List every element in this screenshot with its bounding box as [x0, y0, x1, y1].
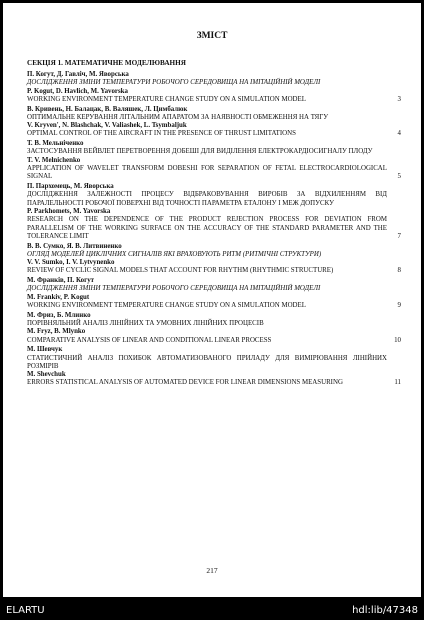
toc-entry	[27, 71, 401, 104]
entry-en-title: REVIEW OF CYCLIC SIGNAL MODELS THAT ACCOUNT FOR RHYTHM (RHYTHMIC STRUCTURE)	[27, 267, 334, 275]
handle-identifier: hdl:lib/47348	[352, 605, 418, 616]
entry-page-number: 3	[397, 95, 401, 103]
entry-en-title: WORKING ENVIRONMENT TEMPERATURE CHANGE STUDY ON A SIMULATION MODEL	[27, 301, 306, 309]
toc-entry	[27, 183, 401, 241]
entry-ua-title: ПОРІВНЯЛЬНИЙ АНАЛІЗ ЛІНІЙНИХ ТА УМОВНИХ ЛІНІЙНИХ ПРОЦЕСІВ	[27, 319, 264, 327]
page-number: 217	[206, 566, 218, 575]
entry-page-number: 8	[397, 267, 401, 275]
entry-ua-title: ОПТИМАЛЬНЕ КЕРУВАННЯ ЛІТАЛЬНИМ АПАРАТОМ ЗА НАЯВНОСТІ ОБМЕЖЕННЯ НА ТЯГУ	[27, 113, 329, 121]
entry-en-title: RESEARCH ON THE DEPENDENCE OF THE PRODUCT REJECTION PROCESS FOR DEVIATION FROM PARALLELISM OF THE WORKING SURFACE ON THE ACCURACY OF THE STANDARD PARAMETER AND THE TOLERANCE LIMIT	[27, 216, 387, 240]
entry-ua-title: ДОСЛІДЖЕННЯ ЗМІНИ ТЕМПЕРАТУРИ РОБОЧОГО СЕРЕДОВИЩА НА ІМІТАЦІЙНІЙ МОДЕЛІ	[27, 79, 321, 87]
entry-page-number: 10	[394, 336, 401, 344]
entry-ua-authors: П. Пархомець, М. Яворська	[27, 183, 114, 191]
entry-en-authors: P. Kogut, D. Havlich, M. Yavorska	[27, 87, 128, 95]
entry-en-authors: T. V. Melnichenko	[27, 156, 81, 164]
entry-page-number: 5	[397, 173, 401, 181]
entry-ua-authors: П. Когут, Д. Гавліч, М. Яворська	[27, 71, 129, 78]
entry-ua-title: ЗАСТОСУВАННЯ ВЕЙВЛЕТ ПЕРЕТВОРЕННЯ ДОБЕШІ ДЛЯ ВИДІЛЕННЯ ЕЛЕКТРОКАРДІОСИГНАЛУ ПЛОДУ	[27, 148, 373, 156]
toc-entry	[27, 346, 401, 387]
entry-ua-authors: Т. В. Мельніченко	[27, 140, 84, 148]
entry-ua-authors: М. Фриз, Б. Млинко	[27, 311, 91, 319]
entry-en-title: OPTIMAL CONTROL OF THE AIRCRAFT IN THE PRESENCE OF THRUST LIMITATIONS	[27, 130, 296, 138]
entry-ua-authors: М. Франків, П. Когут	[27, 277, 95, 285]
toc-entry	[27, 242, 401, 276]
toc-entry	[27, 105, 401, 139]
entry-page-number: 7	[397, 232, 401, 240]
entry-en-title: COMPARATIVE ANALYSIS OF LINEAR AND CONDITIONAL LINEAR PROCESS	[27, 336, 272, 344]
entry-ua-title: ДОСЛІДЖЕННЯ ЗМІНИ ТЕМПЕРАТУРИ РОБОЧОГО СЕРЕДОВИЩА НА ІМІТАЦІЙНІЙ МОДЕЛІ	[27, 285, 321, 293]
entry-en-authors: V. V. Sumko, I. V. Lytvynenko	[27, 259, 115, 267]
toc-entry	[27, 277, 401, 310]
entry-ua-authors: М. Шевчук	[27, 346, 63, 354]
document-page	[3, 3, 421, 597]
entry-en-authors: V. Kryven', N. Blashchak, V. Valiashek, L. Tsymbaljuk	[27, 122, 187, 130]
toc-entry	[27, 311, 401, 345]
page-title: ЗМІСТ	[196, 31, 228, 41]
entry-ua-authors: В. В. Сумко, Я. В. Литвиненко	[27, 242, 122, 250]
entry-en-authors: M. Frankiv, P. Kogut	[27, 293, 90, 301]
entry-page-number: 4	[397, 130, 401, 138]
section-heading: СЕКЦІЯ 1. МАТЕМАТИЧНЕ МОДЕЛЮВАННЯ	[27, 59, 186, 67]
entry-page-number: 9	[397, 301, 401, 309]
toc-entry	[27, 140, 401, 181]
toc-list	[27, 71, 401, 389]
entry-en-authors: P. Parkhomets, M. Yavorska	[27, 207, 111, 215]
entry-en-authors: M. Shevchuk	[27, 371, 66, 379]
entry-ua-title: ДОСЛІДЖЕННЯ ЗАЛЕЖНОСТІ ПРОЦЕСУ ВІДБРАКОВУВАННЯ ВИРОБІВ ЗА ВІДХИЛЕННЯМ ВІД ПАРАЛЕЛЬНОСТІ РОБОЧОЇ ПОВЕРХНІ ВІД ТОЧНОСТІ ПАРАМЕТРА ЕТАЛОНУ І МЕЖ ДОПУСКУ	[27, 191, 387, 207]
entry-en-title: APPLICATION OF WAVELET TRANSFORM DOBESHI FOR SEPARATION OF FETAL ELECTROCARDIOLOGICAL SIGNAL	[27, 165, 387, 181]
entry-en-title: ERRORS STATISTICAL ANALYSIS OF AUTOMATED DEVICE FOR LINEAR DIMENSIONS MEASURING	[27, 379, 343, 387]
entry-ua-title: СТАТИСТИЧНИЙ АНАЛІЗ ПОХИБОК АВТОМАТИЗОВАНОГО ПРИЛАДУ ДЛЯ ВИМІРЮВАННЯ ЛІНІЙНИХ РОЗМІРІВ	[27, 354, 387, 370]
entry-en-title: WORKING ENVIRONMENT TEMPERATURE CHANGE STUDY ON A SIMULATION MODEL	[27, 95, 306, 103]
entry-page-number: 11	[394, 379, 401, 387]
entry-en-authors: M. Fryz, B. Mlynko	[27, 328, 86, 336]
entry-ua-authors: В. Кривень, Н. Балацак, В. Валяшек, Л. Цимбалюк	[27, 105, 188, 113]
entry-ua-title: ОГЛЯД МОДЕЛЕЙ ЦИКЛІЧНИХ СИГНАЛІВ ЯКІ ВРАХОВУЮТЬ РИТМ (РИТМІЧНІ СТРУКТУРИ)	[27, 250, 322, 258]
repository-name: ELARTU	[6, 605, 45, 616]
